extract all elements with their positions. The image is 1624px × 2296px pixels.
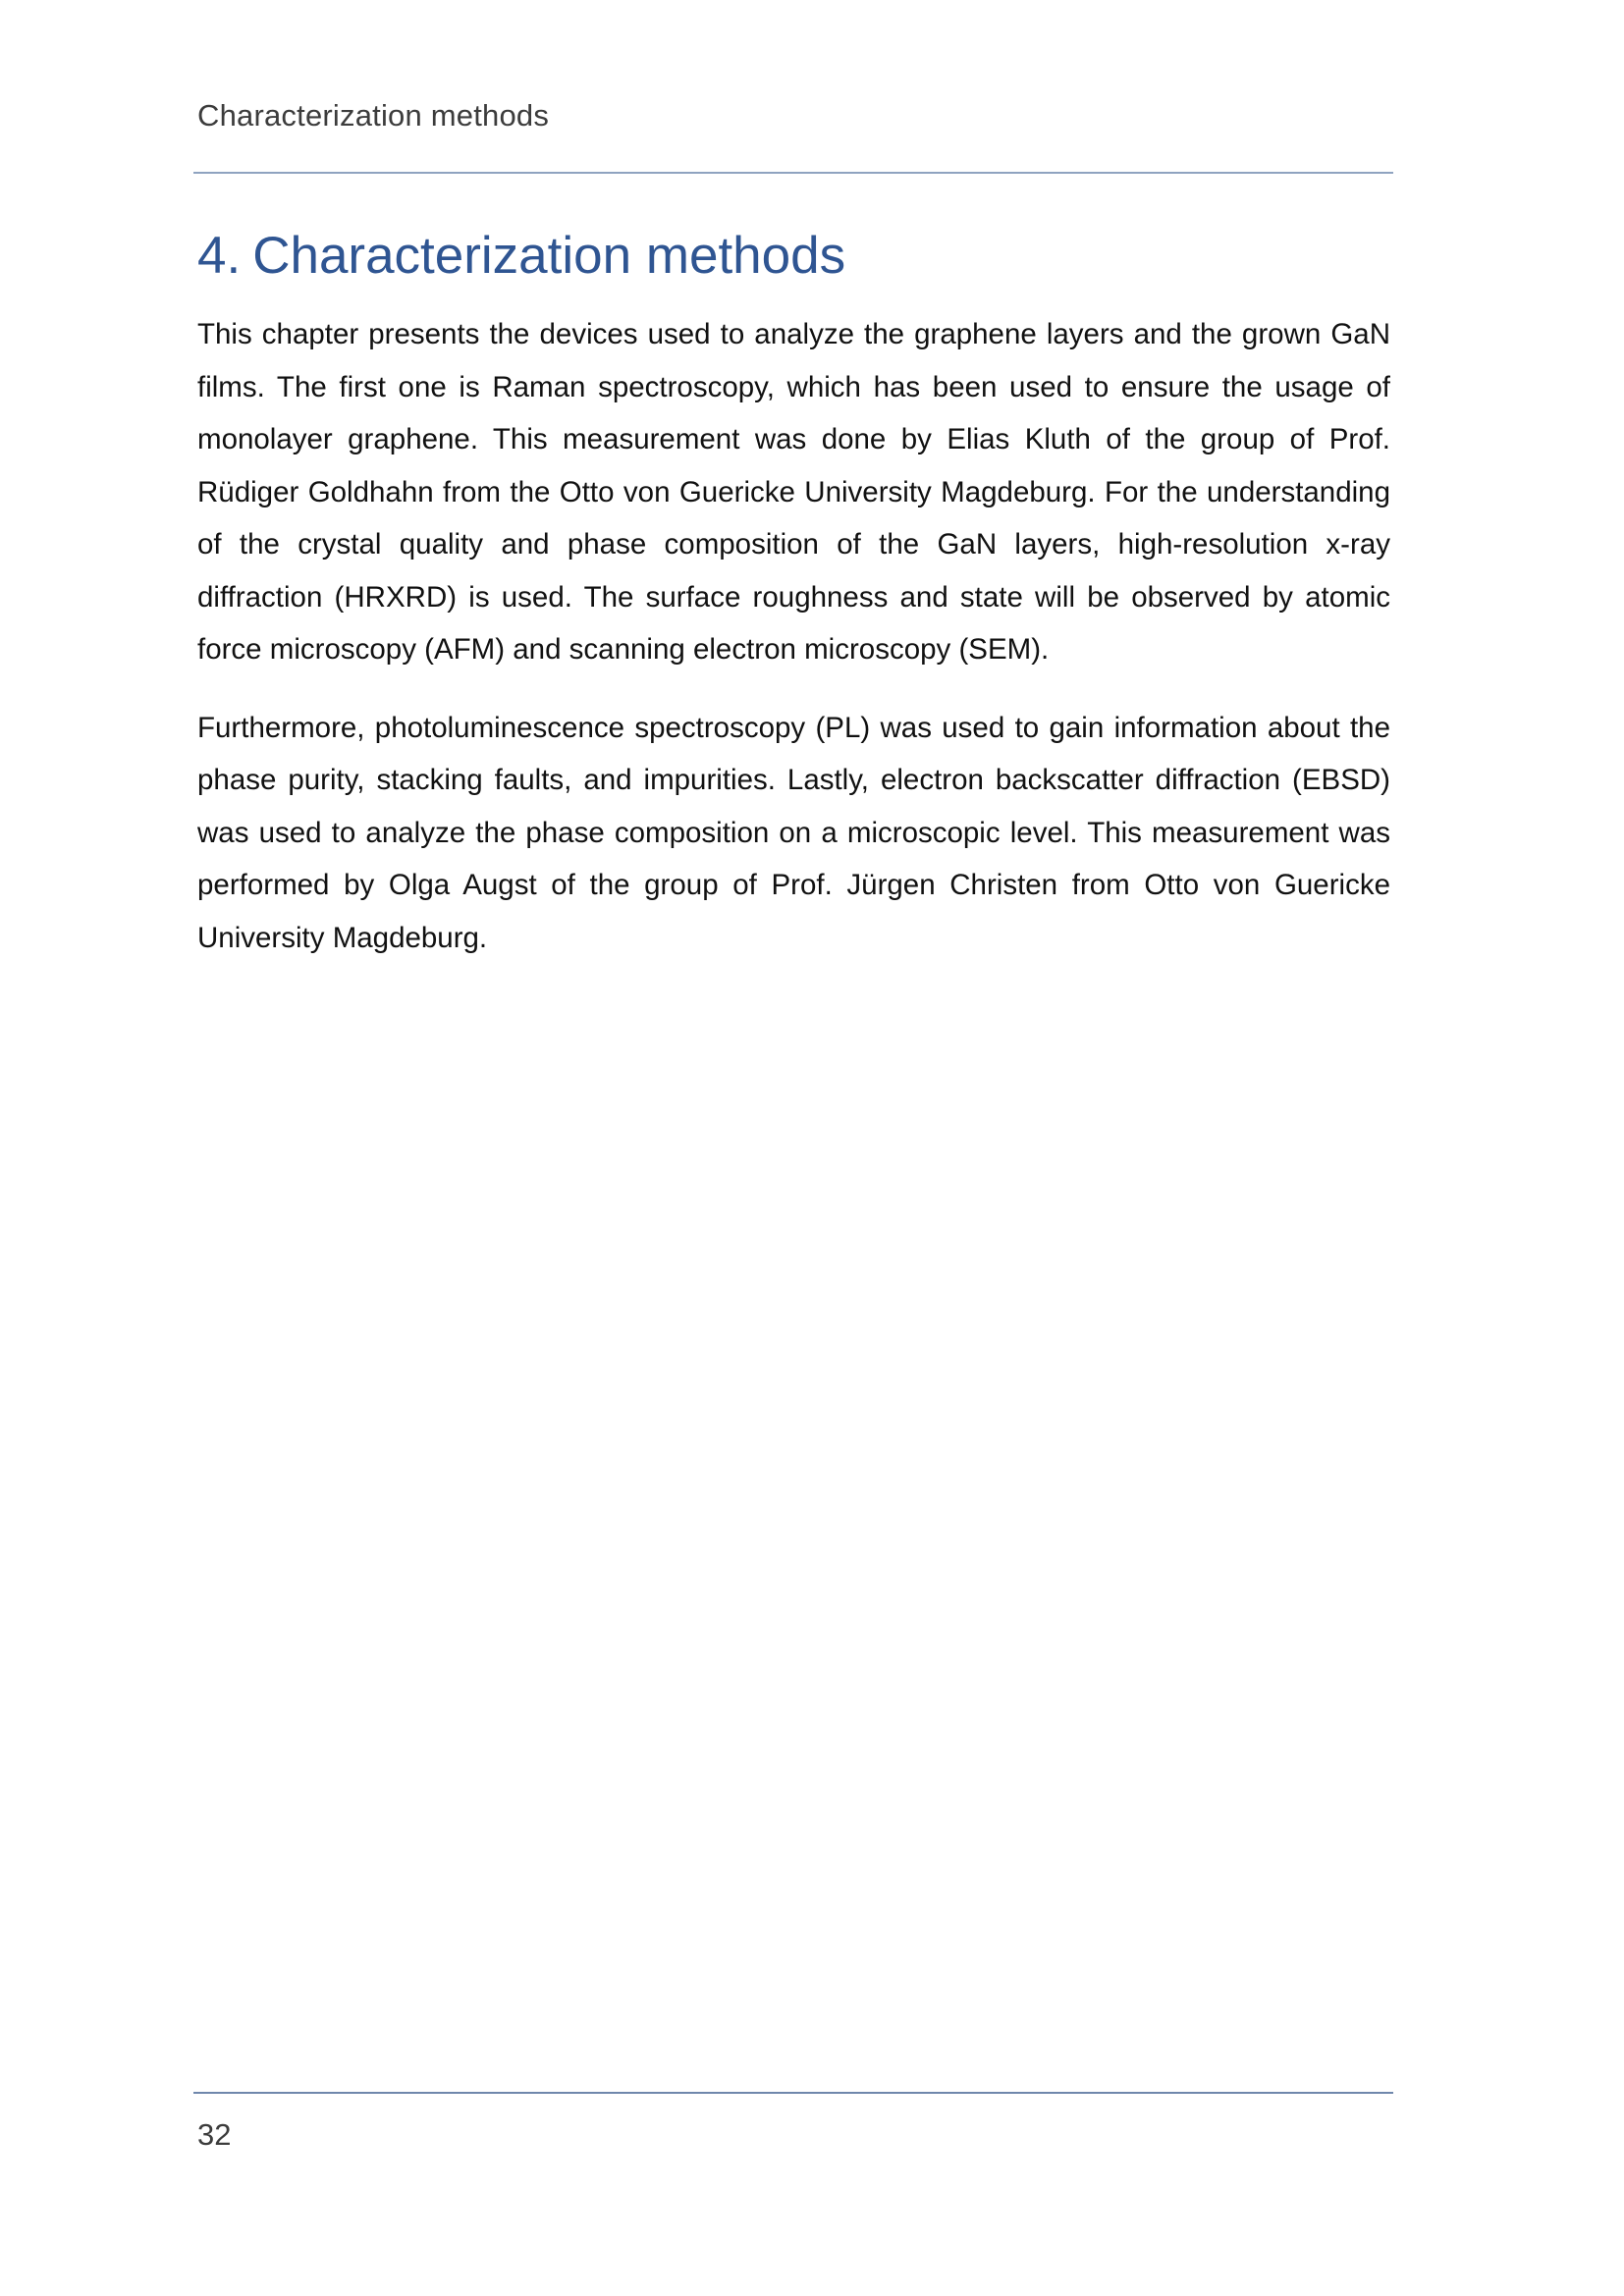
chapter-body <box>197 308 1390 989</box>
body-paragraph-2: Furthermore, photoluminescence spectroscopy (PL) was used to gain information about the phase purity, stacking faults, and impurities. Lastly, electron backscatter diffraction (EBSD) was used to analyze the phase composition on a microscopic level. This measurement was performed by Olga Augst of the group of Prof. Jürgen Christen from Otto von Guericke University Magdeburg. <box>197 711 1390 954</box>
body-paragraph-1: This chapter presents the devices used to analyze the graphene layers and the grown GaN films. The first one is Raman spectroscopy, which has been used to ensure the usage of monolayer graphene. This measurement was done by Elias Kluth of the group of Prof. Rüdiger Goldhahn from the Otto von Guericke University Magdeburg. For the understanding of the crystal quality and phase composition of the GaN layers, high-resolution x-ray diffraction (HRXRD) is used. The surface roughness and state will be observed by atomic force microscopy (AFM) and scanning electron microscopy (SEM). <box>197 318 1390 666</box>
chapter-title <box>197 226 845 286</box>
running-header: Characterization methods <box>197 98 550 133</box>
chapter-number: 4. <box>197 227 242 285</box>
footer-divider <box>193 2092 1393 2094</box>
page-number: 32 <box>197 2117 232 2152</box>
chapter-title-text: Characterization methods <box>252 227 846 285</box>
header-divider <box>193 172 1393 174</box>
